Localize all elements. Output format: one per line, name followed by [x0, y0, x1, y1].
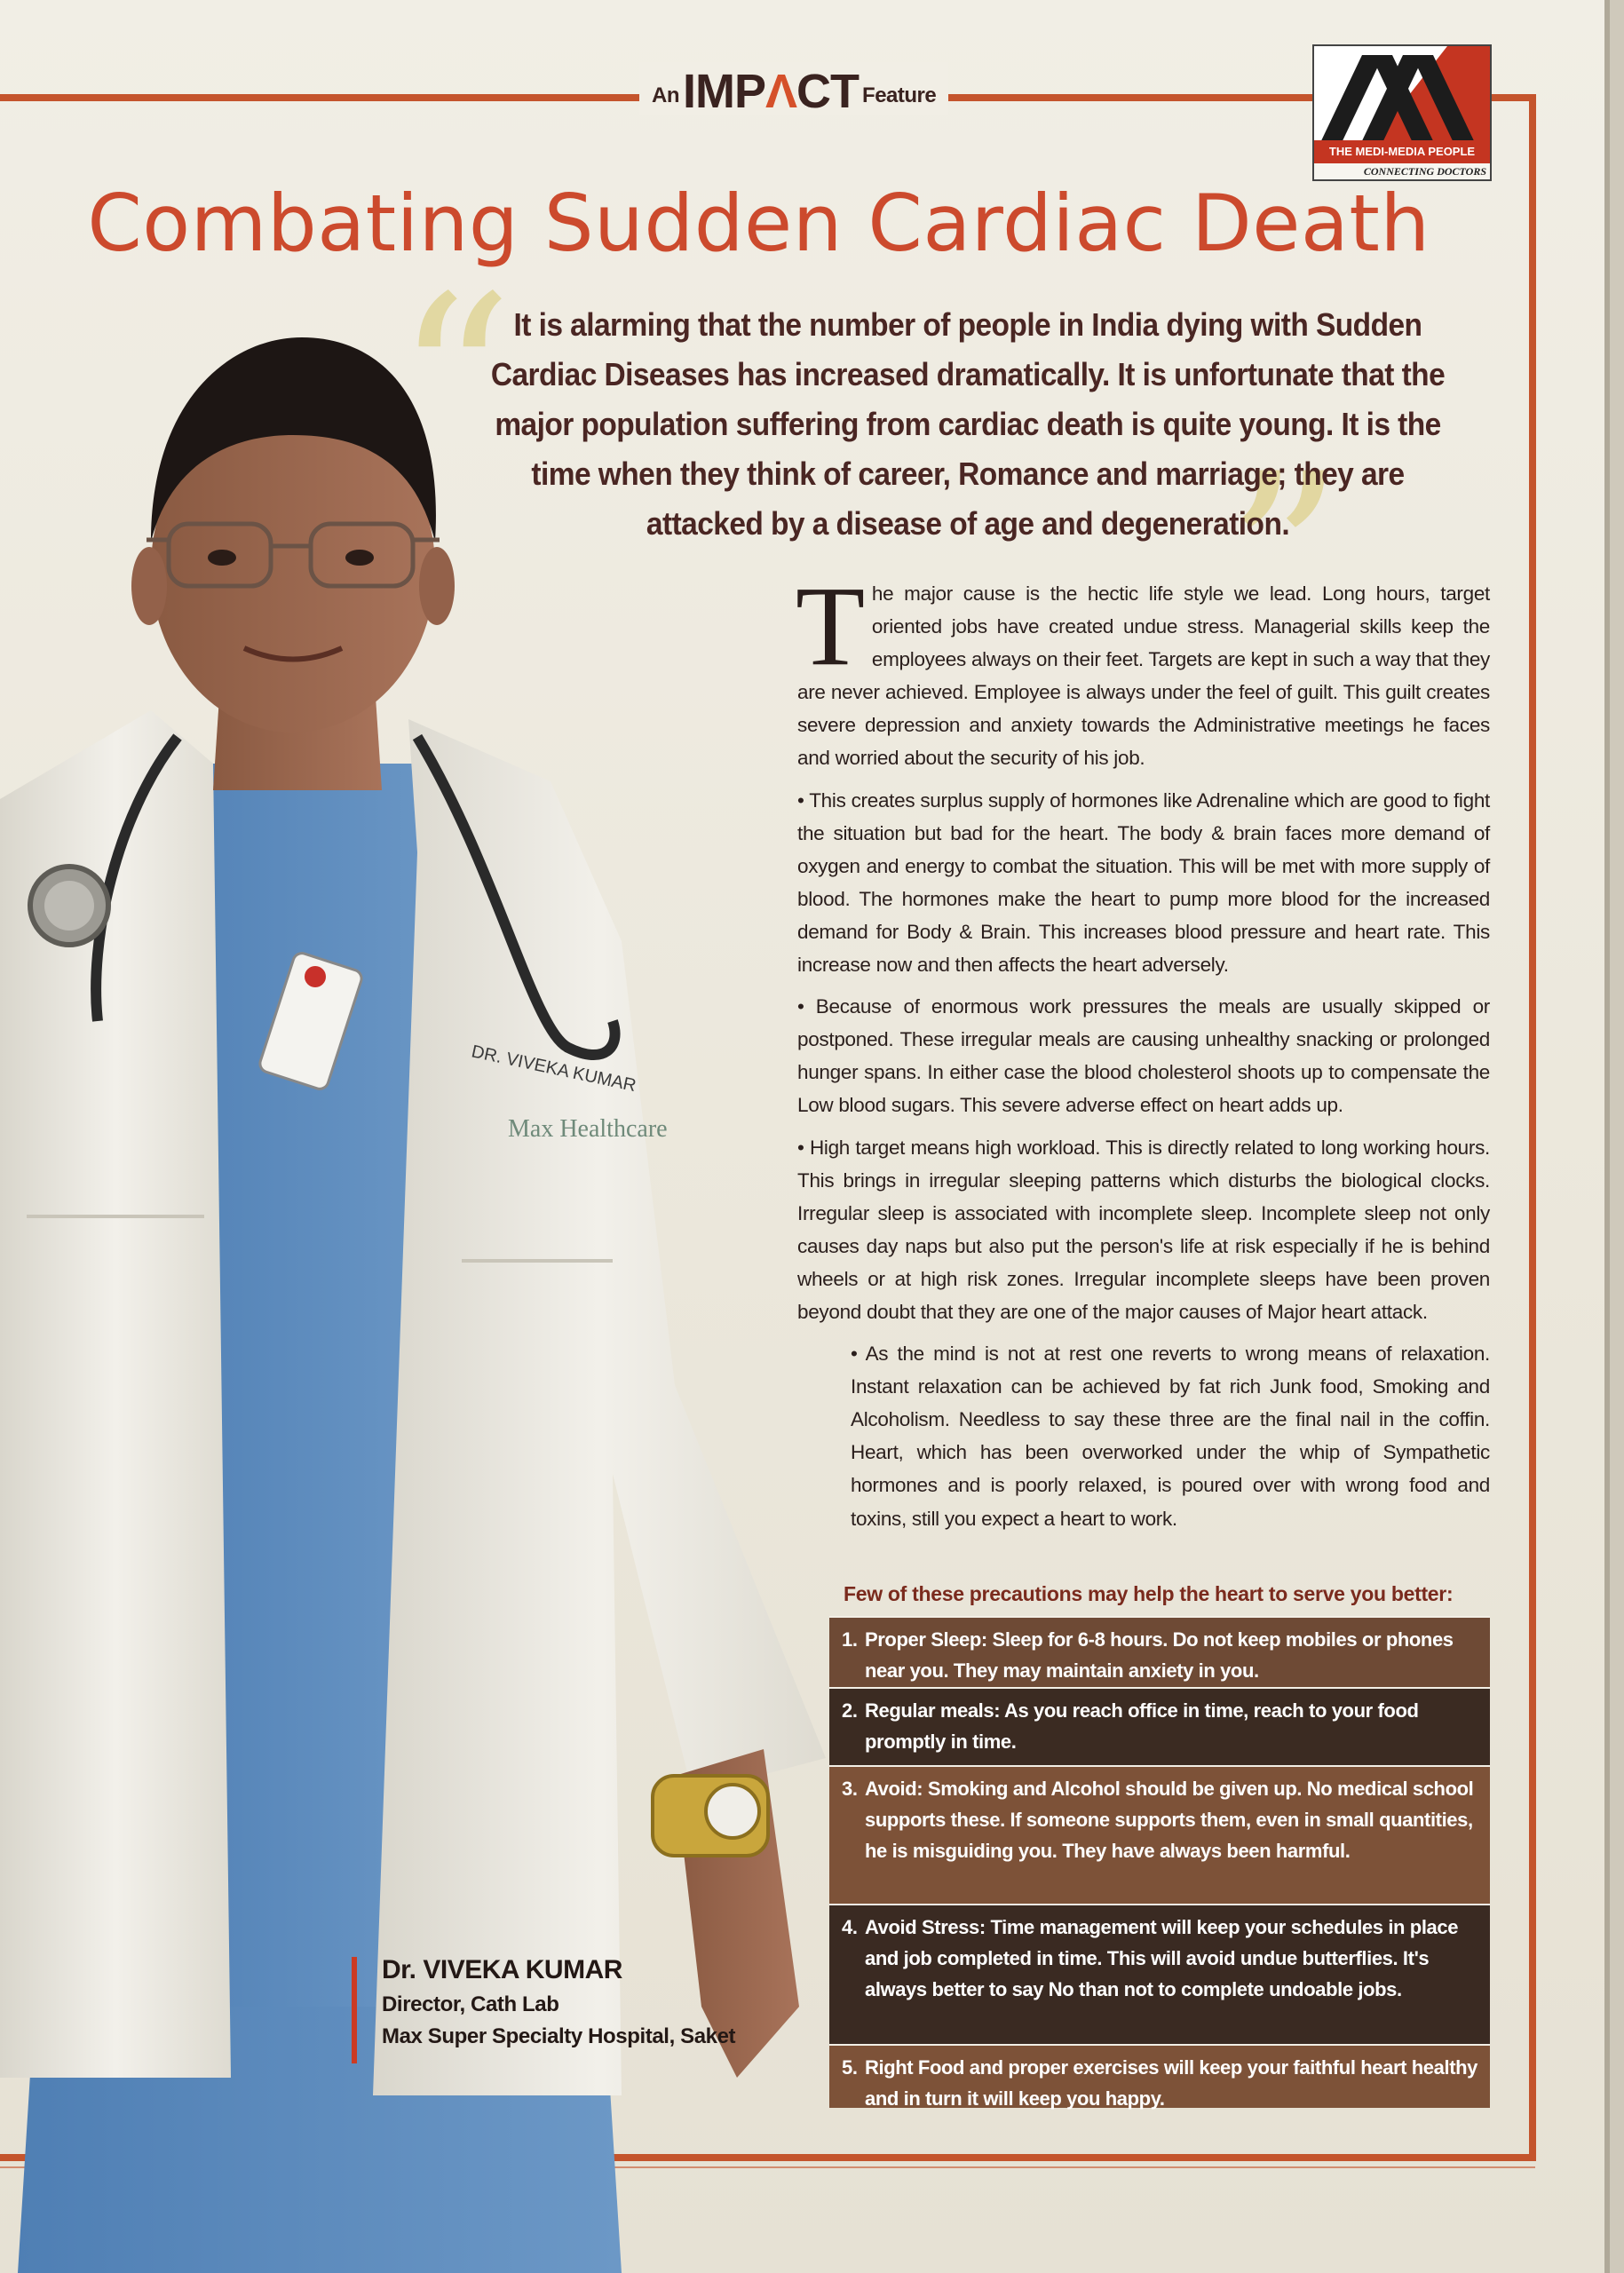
medi-media-logo [1312, 44, 1492, 181]
precaution-item [829, 1765, 1490, 1904]
article-title: Combating Sudden Cardiac Death [87, 178, 1430, 269]
open-quote-icon: “ [395, 248, 513, 516]
impact-feature-header [639, 62, 948, 118]
impact-word-end: CT [796, 65, 860, 118]
doctor-role: Director, Cath Lab [382, 1992, 559, 2016]
impact-word [683, 65, 860, 118]
bullet-hormones: • This creates surplus supply of hormones like Adrenaline which are good to fight the situation but bad for the heart. The body & brain faces more demand of oxygen and energy to combat the situation. This will be met with more supply of blood. The hormones make the heart to pump more blood for the increased demand for Body & Brain. This increases blood pressure and heart rate. This increase now and then affects the heart adversely. [797, 788, 1490, 977]
caption-accent-bar [352, 1957, 357, 2063]
logo-brand: THE MEDI-MEDIA PEOPLE [1314, 140, 1490, 163]
impact-small-left: An [652, 83, 679, 107]
bullet-relaxation: • As the mind is not at rest one reverts to wrong means of relaxation. Instant relaxation can be achieved by fat rich Junk food, Smoking and Alcoholism. Needless to say these three are the final nail in the coffin. Heart, which has been overworked under the whip of Sympathetic hormones and is poorly relaxed, is poured over with wrong food and toxins, still you expect a heart to work. [851, 1342, 1490, 1530]
impact-small-right: Feature [862, 83, 937, 107]
precaution-item [829, 1616, 1490, 1687]
intro-paragraph: It is alarming that the number of people in India dying with Sudden Cardiac Diseases has increased dramatically. It is unfortunate that the major population suffering from cardiac death is quite young. It is the time when they think of career, Romance and marriage; they are attacked by a disease of age and degeneration. [490, 306, 1446, 542]
caption-lines [382, 1952, 735, 2053]
precautions-heading: Few of these precautions may help the heart to serve you better: [844, 1582, 1454, 1605]
precaution-text: Avoid Stress: Time management will keep your schedules in place and job completed in time. This will avoid undue butterflies. It's always better to say No than not to complete undoable jobs. [865, 1916, 1459, 2000]
body-paragraph-1-text: he major cause is the hectic life style we lead. Long hours, target oriented jobs have created undue stress. Managerial skills keep the employees always on their feet. Targets are kept in such a way that they are never achieved. Employee is always under the feel of guilt. This guilt creates severe depression and anxiety towards the Administrative meetings he faces and worried about the security of his job. [797, 582, 1490, 770]
precaution-number: 3. [842, 1778, 858, 1800]
precaution-item [829, 1904, 1490, 2044]
precaution-number: 1. [842, 1628, 858, 1651]
doctor-name: Dr. VIVEKA KUMAR [382, 1955, 622, 1984]
body-paragraph-1 [796, 563, 1490, 775]
coat-hospital-logo: Max Healthcare [508, 1115, 668, 1143]
precaution-number: 5. [842, 2056, 858, 2079]
precaution-item [829, 2044, 1490, 2108]
article-body [796, 563, 1490, 1535]
logo-tagline: CONNECTING DOCTORS [1363, 165, 1486, 178]
precaution-text: Proper Sleep: Sleep for 6-8 hours. Do not keep mobiles or phones near you. They may maintain anxiety in you. [865, 1628, 1454, 1682]
precaution-text: Regular meals: As you reach office in time, reach to your food promptly in time. [865, 1699, 1419, 1753]
impact-word-start: IMP [683, 65, 766, 118]
doctor-hospital: Max Super Specialty Hospital, Saket [382, 2024, 736, 2048]
precaution-item [829, 1687, 1490, 1765]
drop-cap: T [796, 563, 865, 689]
precaution-number: 2. [842, 1699, 858, 1722]
frame-right-rule [1529, 94, 1536, 2161]
impact-word-accent: Λ [765, 65, 797, 118]
precaution-number: 4. [842, 1916, 858, 1938]
page-edge [1604, 0, 1624, 2273]
coat-name-embroidery: DR. VIVEKA KUMAR [469, 1041, 638, 1097]
bullet-meals: • Because of enormous work pressures the meals are usually skipped or postponed. These irregular meals are causing unhealthy snacking or prolonged hunger spans. In either case the blood cholesterol shoots up to compensate the Low blood sugars. This severe adverse effect on heart adds up. [797, 995, 1490, 1117]
precaution-text: Right Food and proper exercises will keep your faithful heart healthy and in turn it will keep you happy. [865, 2056, 1477, 2110]
precaution-text: Avoid: Smoking and Alcohol should be given up. No medical school supports these. If someone supports them, even in small quantities, he is misguiding you. They have always been harmful. [865, 1778, 1474, 1862]
bullet-workload: • High target means high workload. This is directly related to long working hours. This brings in irregular sleeping patterns which disturbs the biological clocks. Irregular sleep is associated with incomplete sleep. Incomplete sleep not only causes day naps but also put the person's life at risk especially if he is behind wheels or at high risk zones. Irregular incomplete sleeps have been proven beyond doubt that they are one of the major causes of Major heart attack. [797, 1136, 1490, 1323]
close-quote-icon: ” [1225, 425, 1343, 693]
logo-mark-icon [1314, 46, 1490, 148]
